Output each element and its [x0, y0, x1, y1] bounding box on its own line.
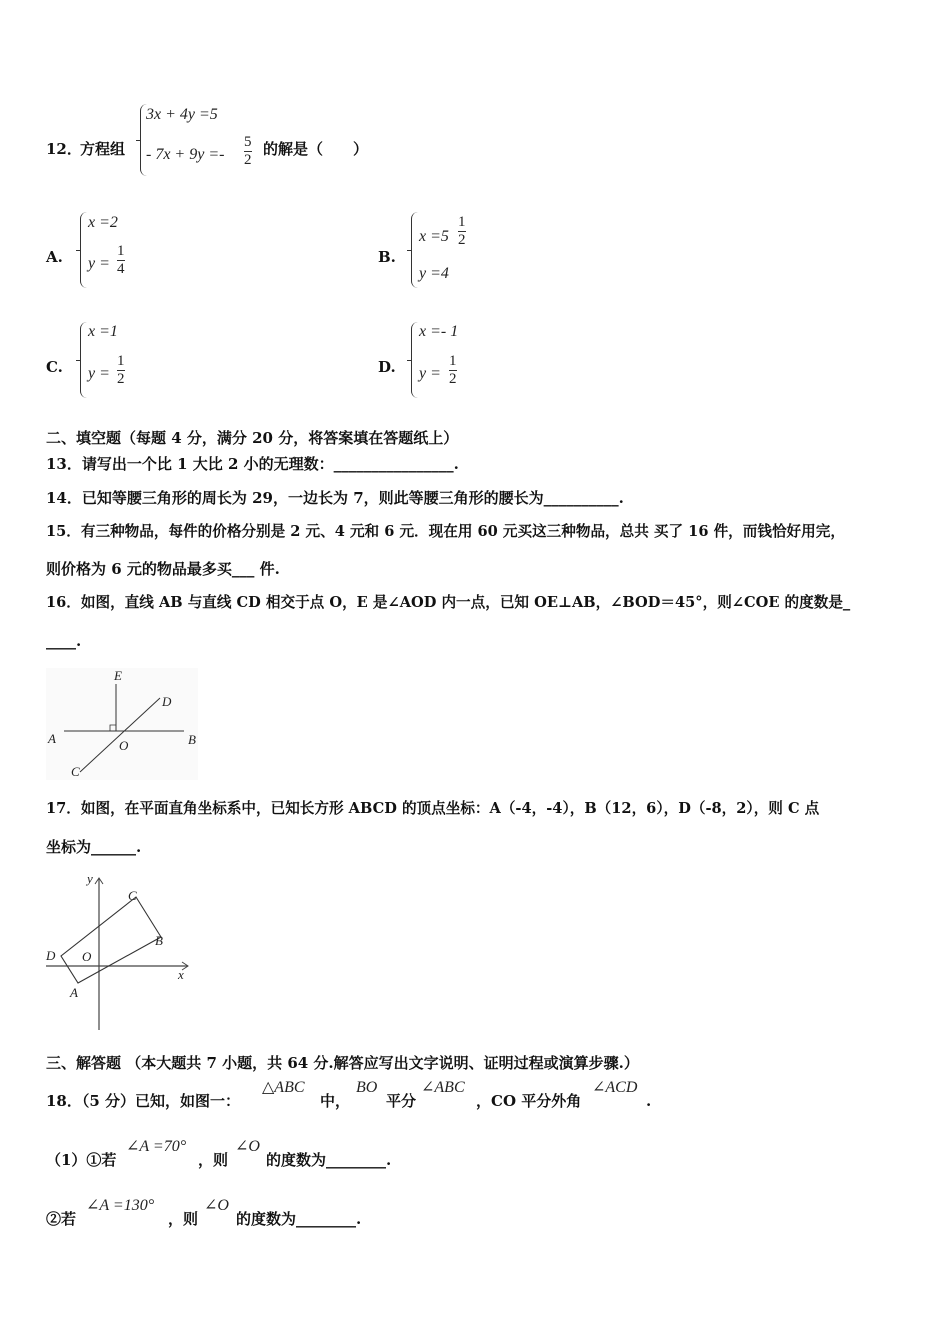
q12-eq1: 3x + 4y =5: [146, 106, 218, 123]
label-c: C: [71, 764, 80, 779]
option-a-brace: [80, 212, 87, 288]
q18-t4: .: [646, 1092, 652, 1110]
q18-p2-angle-a: ∠A =130°: [86, 1197, 155, 1214]
section2-title: 二、填空题（每题 4 分，满分 20 分，将答案填在答题纸上）: [46, 429, 459, 447]
q12-label: 方程组: [80, 140, 126, 158]
q18-bo: BO: [356, 1079, 378, 1096]
q13-text: 13．请写出一个比 1 大比 2 小的无理数：________________.: [46, 455, 459, 473]
q18-p2-b: ，则: [168, 1210, 199, 1228]
label-a: A: [48, 731, 56, 746]
q18-p1-a: （1）①若: [46, 1151, 117, 1169]
q18-p2-c: 的度数为________.: [236, 1210, 362, 1228]
q18-p1-b: ，则: [198, 1151, 229, 1169]
label-o: O: [119, 738, 129, 753]
q17-line1: 17．如图，在平面直角坐标系中，已知长方形 ABCD 的顶点坐标：A（-4，-4），B（12，6），D（-8，2），则 C 点: [46, 800, 820, 817]
q16-line2: ____.: [46, 632, 82, 650]
option-b-brace: [411, 212, 418, 288]
label-e: E: [114, 668, 122, 683]
option-a-fraction: $\frac{1}{4}$: [117, 243, 125, 278]
option-d-line2-left: y =: [419, 365, 441, 382]
option-c-line2-left: y =: [88, 365, 110, 382]
q18-p2-angle-o: ∠O: [204, 1197, 229, 1214]
q18-angle-abc: ∠ABC: [421, 1079, 465, 1096]
q17-line2: 坐标为______.: [46, 838, 142, 856]
option-d-line1: x =- 1: [419, 323, 459, 340]
rectangle-abcd: [61, 897, 161, 983]
option-d-fraction: $\frac{1}{2}$: [449, 353, 457, 388]
label-a: A: [70, 985, 78, 1000]
option-a-line1: x =2: [88, 214, 118, 231]
label-y: y: [87, 871, 93, 886]
line-cd: [80, 698, 160, 772]
label-b: B: [155, 933, 163, 948]
q12-eq2-left: - 7x + 9y =-: [146, 146, 225, 163]
q15-line1: 15．有三种物品，每件的价格分别是 2 元、4 元和 6 元．现在用 60 元买这三种物品，总共 买了 16 件，而钱恰好用完，: [46, 523, 845, 540]
option-d-label: D.: [378, 358, 396, 376]
right-angle-mark: [110, 725, 116, 731]
q18-t3: ，CO 平分外角: [476, 1092, 582, 1110]
q16-figure: [46, 668, 198, 780]
option-c-label: C.: [46, 358, 63, 376]
q18-triangle: △ABC: [262, 1079, 305, 1096]
q12-number: 12．: [46, 140, 82, 158]
q14-text: 14．已知等腰三角形的周长为 29，一边长为 7，则此等腰三角形的腰长为__________.: [46, 489, 624, 507]
q12-eq2-fraction: $\frac{5}{2}$: [244, 134, 252, 169]
option-c-brace: [80, 322, 87, 398]
option-b-fraction: $\frac{1}{2}$: [458, 214, 466, 249]
option-d-brace: [411, 322, 418, 398]
q15-line2: 则价格为 6 元的物品最多买___ 件.: [46, 560, 280, 578]
option-c-fraction: $\frac{1}{2}$: [117, 353, 125, 388]
q18-p1-angle-a: ∠A =70°: [126, 1138, 187, 1155]
q18-p1-c: 的度数为________.: [266, 1151, 392, 1169]
q12-suffix: 的解是（ ）: [263, 140, 369, 158]
option-c-line1: x =1: [88, 323, 118, 340]
option-b-label: B.: [378, 248, 396, 266]
option-a-line2-left: y =: [88, 255, 110, 272]
q18-angle-acd: ∠ACD: [592, 1079, 638, 1096]
q18-t2: 平分: [386, 1092, 417, 1110]
section3-title: 三、解答题 （本大题共 7 小题，共 64 分.解答应写出文字说明、证明过程或演算步骤.）: [46, 1054, 639, 1072]
q16-line1: 16．如图，直线 AB 与直线 CD 相交于点 O，E 是∠AOD 内一点，已知 OE⊥AB，∠BOD＝45°，则∠COE 的度数是_: [46, 594, 851, 611]
q18-t1: 中，: [320, 1092, 351, 1110]
label-o: O: [82, 949, 92, 964]
option-b-line1-left: x =5: [419, 228, 449, 245]
q18-p2-a: ②若: [46, 1210, 77, 1228]
q17-figure: [44, 870, 194, 1034]
label-b: B: [188, 732, 196, 747]
q18-p1-angle-o: ∠O: [235, 1138, 260, 1155]
option-a-label: A.: [46, 248, 63, 266]
label-x: x: [178, 967, 184, 982]
q18-intro: 18．（5 分）已知，如图一：: [46, 1092, 241, 1110]
label-d: D: [46, 948, 56, 963]
label-d: D: [162, 694, 172, 709]
label-c: C: [128, 888, 137, 903]
option-b-line2: y =4: [419, 265, 449, 282]
